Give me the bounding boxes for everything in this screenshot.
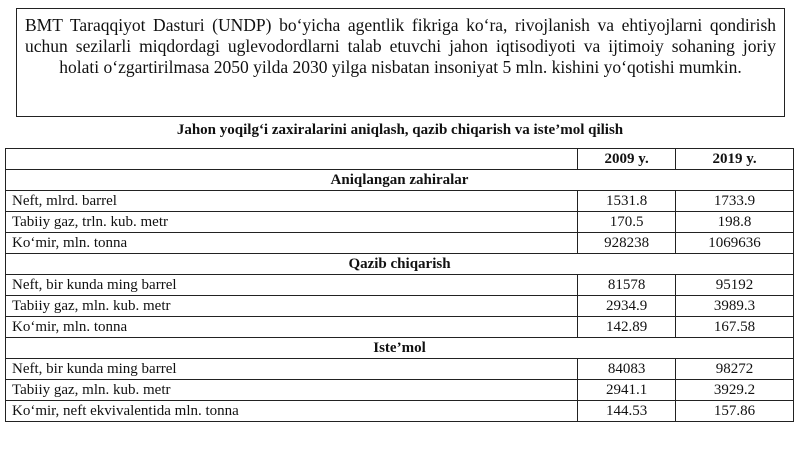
table-row xyxy=(6,212,794,233)
value-2009: 84083 xyxy=(578,359,676,380)
header-2009: 2009 y. xyxy=(578,149,676,170)
row-label: Neft, mlrd. barrel xyxy=(6,191,578,212)
value-2019: 167.58 xyxy=(676,317,794,338)
value-2019: 3929.2 xyxy=(676,380,794,401)
row-label: Tabiiy gaz, mln. kub. metr xyxy=(6,296,578,317)
value-2019: 1069636 xyxy=(676,233,794,254)
table-title: Jahon yoqilg‘i zaxiralarini aniqlash, qazib chiqarish va iste’mol qilish xyxy=(176,122,624,138)
value-2019: 95192 xyxy=(676,275,794,296)
row-label: Tabiiy gaz, trln. kub. metr xyxy=(6,212,578,233)
value-2019: 3989.3 xyxy=(676,296,794,317)
row-label: Ko‘mir, mln. tonna xyxy=(6,317,578,338)
intro-paragraph: BMT Taraqqiyot Dasturi (UNDP) bo‘yicha agentlik fikriga ko‘ra, rivojlanish va ehtiyojlarni qondirish uchun sezilarli miqdordagi uglevodordlarni talab etuvchi jahon iqtisodiyoti va ijtimoiy sohaning joriy holati o‘zgartirilmasa 2050 yilda 2030 yilga nisbatan insoniyat 5 mln. kishini yo‘qotishi mumkin. xyxy=(25,15,776,77)
header-2019: 2019 y. xyxy=(676,149,794,170)
section-row-production xyxy=(6,254,794,275)
intro-text-box xyxy=(16,8,785,117)
table-row xyxy=(6,233,794,254)
value-2019: 157.86 xyxy=(676,401,794,422)
table-row xyxy=(6,275,794,296)
table-row xyxy=(6,380,794,401)
value-2009: 81578 xyxy=(578,275,676,296)
value-2019: 98272 xyxy=(676,359,794,380)
value-2009: 1531.8 xyxy=(578,191,676,212)
section-row-consumption xyxy=(6,338,794,359)
value-2009: 2941.1 xyxy=(578,380,676,401)
row-label: Ko‘mir, neft ekvivalentida mln. tonna xyxy=(6,401,578,422)
table-row xyxy=(6,296,794,317)
row-label: Neft, bir kunda ming barrel xyxy=(6,359,578,380)
value-2009: 170.5 xyxy=(578,212,676,233)
value-2009: 142.89 xyxy=(578,317,676,338)
table-row xyxy=(6,191,794,212)
row-label: Tabiiy gaz, mln. kub. metr xyxy=(6,380,578,401)
value-2019: 198.8 xyxy=(676,212,794,233)
table-row xyxy=(6,401,794,422)
table-row xyxy=(6,359,794,380)
value-2009: 2934.9 xyxy=(578,296,676,317)
table-row xyxy=(6,317,794,338)
value-2009: 928238 xyxy=(578,233,676,254)
section-title: Iste’mol xyxy=(6,338,794,359)
header-label-cell xyxy=(6,149,578,170)
row-label: Ko‘mir, mln. tonna xyxy=(6,233,578,254)
section-title: Qazib chiqarish xyxy=(6,254,794,275)
value-2019: 1733.9 xyxy=(676,191,794,212)
fuel-table xyxy=(5,148,794,422)
section-row-reserves xyxy=(6,170,794,191)
value-2009: 144.53 xyxy=(578,401,676,422)
row-label: Neft, bir kunda ming barrel xyxy=(6,275,578,296)
section-title: Aniqlangan zahiralar xyxy=(6,170,794,191)
table-header-row xyxy=(6,149,794,170)
